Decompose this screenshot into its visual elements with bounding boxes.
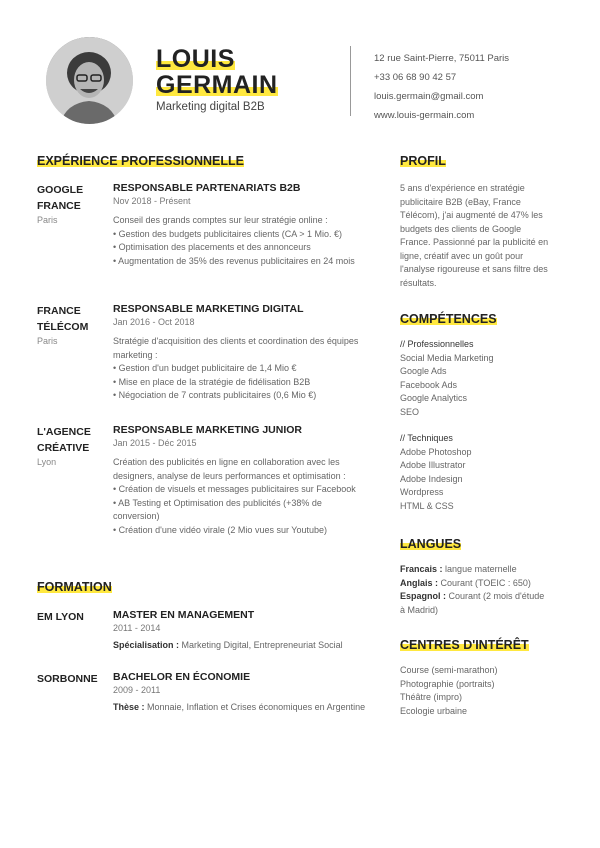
org-city: Paris: [37, 336, 58, 346]
org-city: Paris: [37, 215, 58, 225]
role-date: Jan 2016 - Oct 2018: [113, 317, 195, 327]
avatar-portrait: [46, 37, 133, 124]
langues-heading: LANGUES: [400, 537, 462, 551]
last-name: GERMAIN: [156, 71, 278, 99]
org-name: FRANCE TÉLÉCOM: [37, 305, 89, 333]
degree-detail: Spécialisation : Marketing Digital, Entrepreneuriat Social: [113, 640, 343, 650]
interets-heading: CENTRES D'INTÉRÊT: [400, 638, 529, 652]
degree-title: MASTER EN MANAGEMENT: [113, 609, 255, 621]
tech-skills-label: // Techniques: [400, 433, 453, 443]
competences-heading: COMPÉTENCES: [400, 312, 497, 326]
experience-item: [37, 303, 107, 346]
school-name: SORBONNE: [37, 673, 98, 685]
experience-item: [37, 182, 107, 225]
role-date: Jan 2015 - Déc 2015: [113, 438, 197, 448]
interest: Photographie (portraits): [400, 678, 495, 689]
interets-list: [400, 664, 550, 718]
skill: Google Analytics: [400, 393, 468, 403]
skill: Google Ads: [400, 366, 447, 376]
experience-detail: [113, 424, 368, 537]
org-city: Lyon: [37, 457, 57, 467]
interest: Théâtre (impro): [400, 692, 463, 702]
role-description: Conseil des grands comptes sur leur stratégie online : • Gestion des budgets publicitaires clients (CA > 1 Mio. €) • Optimisation des placements et des annonceurs • Augmentation de 35% des revenus publicitaires en 24 mois: [113, 215, 355, 266]
contact-address: 12 rue Saint-Pierre, 75011 Paris: [374, 53, 510, 64]
org-name: L'AGENCE CRÉATIVE: [37, 426, 91, 454]
formation-item: [113, 671, 368, 715]
role-description: Stratégie d'acquisition des clients et coordination des équipes marketing : • Gestion d'un budget publicitaire de 1,4 Mio € • Mise en place de la stratégie de fidélisation B2B • Négociation de 7 contrats publicitaires (0,6 Mio €): [113, 336, 359, 400]
skill: Adobe Illustrator: [400, 460, 466, 470]
pro-skills-label: // Professionnelles: [400, 339, 474, 349]
skill: HTML & CSS: [400, 500, 454, 511]
role-title: RESPONSABLE PARTENARIATS B2B: [113, 182, 301, 194]
degree-title: BACHELOR EN ÉCONOMIE: [113, 671, 251, 683]
experience-item: [37, 424, 107, 467]
school-name: EM LYON: [37, 611, 84, 623]
candidate-name: [156, 46, 278, 98]
language: Espagnol : Courant (2 mois d'étude à Madrid): [400, 591, 545, 615]
contact-phone[interactable]: +33 06 68 90 42 57: [374, 72, 457, 83]
profil-text: 5 ans d'expérience en stratégie publicitaire B2B (eBay, France Télécom), j'ai augmenté de 47% les budgets des clients de Google France. Passionné par la publicité en ligne, créatif avec un goût pour l'analyse rigoureuse et sans filtre des résultats.: [400, 183, 549, 288]
formation-heading: FORMATION: [37, 580, 112, 594]
formation-item: [113, 609, 373, 653]
competences-list: [400, 338, 550, 513]
skill: Adobe Indesign: [400, 473, 463, 484]
contact-email[interactable]: louis.germain@gmail.com: [374, 91, 484, 102]
profile-photo: [46, 37, 133, 124]
skill: Facebook Ads: [400, 379, 458, 390]
header-divider: [350, 46, 351, 116]
interest: Course (semi-marathon): [400, 665, 498, 675]
language: Anglais : Courant (TOEIC : 650): [400, 577, 531, 588]
contact-block: [374, 49, 509, 125]
degree-date: 2009 - 2011: [113, 685, 161, 695]
skill: Wordpress: [400, 487, 444, 497]
language: Francais : langue maternelle: [400, 564, 517, 574]
role-description: Création des publicités en ligne en collaboration avec les designers, analyse de leurs performances et optimisation : • Création de visuels et messages publicitaires sur Facebook • AB Testing et Optimisation des publicités (+38% de conversion) • Création d'une vidéo virale (2 Mio vues sur Youtube): [113, 457, 356, 535]
skill: Social Media Marketing: [400, 352, 494, 363]
profil-heading: PROFIL: [400, 154, 446, 168]
job-title: Marketing digital B2B: [156, 101, 265, 113]
contact-website[interactable]: www.louis-germain.com: [374, 110, 475, 121]
experience-detail: [113, 303, 368, 403]
degree-date: 2011 - 2014: [113, 623, 161, 633]
role-title: RESPONSABLE MARKETING JUNIOR: [113, 424, 303, 436]
interest: Ecologie urbaine: [400, 705, 468, 716]
first-name: LOUIS: [156, 45, 235, 73]
experience-detail: [113, 182, 368, 268]
role-date: Nov 2018 - Présent: [113, 196, 191, 206]
skill: Adobe Photoshop: [400, 446, 472, 457]
degree-detail: Thèse : Monnaie, Inflation et Crises économiques en Argentine: [113, 702, 366, 712]
role-title: RESPONSABLE MARKETING DIGITAL: [113, 303, 304, 315]
experience-heading: EXPÉRIENCE PROFESSIONNELLE: [37, 154, 244, 168]
langues-list: [400, 563, 550, 617]
skill: SEO: [400, 406, 420, 417]
org-name: GOOGLE FRANCE: [37, 184, 84, 212]
